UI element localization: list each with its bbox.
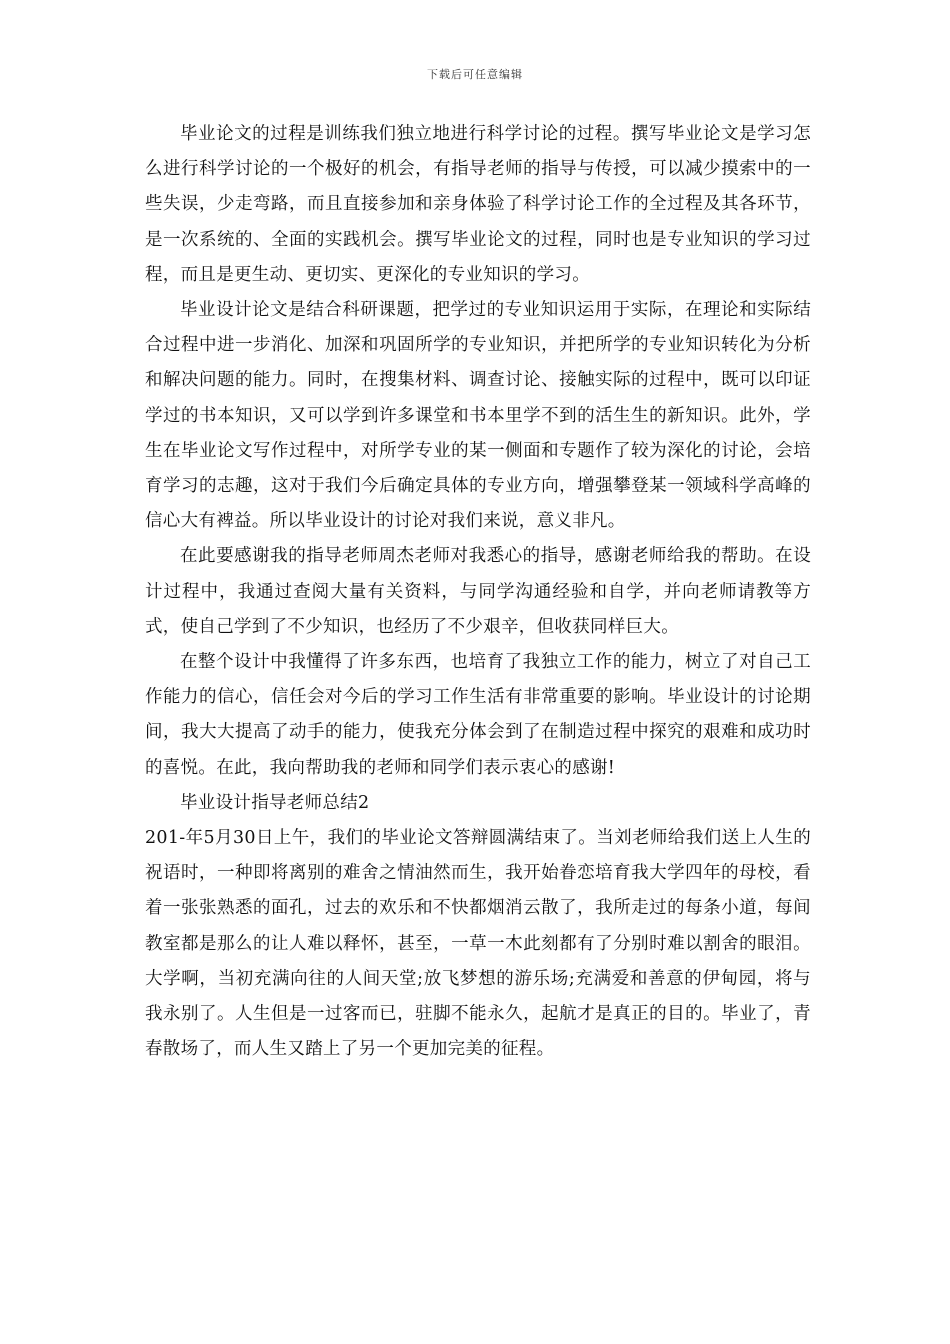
paragraph-3: 在此要感谢我的指导老师周杰老师对我悉心的指导，感谢老师给我的帮助。在设计过程中，我通过查阅大量有关资料，与同学沟通经验和自学，并向老师请教等方式，使自己学到了不少知识，也经历了不少艰辛，但收获同样巨大。 bbox=[145, 546, 811, 637]
paragraph-5: 201-年5月30日上午，我们的毕业论文答辩圆满结束了。当刘老师给我们送上人生的祝语时，一种即将离别的难舍之情油然而生，我开始眷恋培育我大学四年的母校，看着一张张熟悉的面孔，过去的欢乐和不快都烟消云散了，我所走过的每条小道，每间教室都是那么的让人难以释怀，甚至，一草一木此刻都有了分别时难以割舍的眼泪。大学啊，当初充满向往的人间天堂;放飞梦想的游乐场;充满爱和善意的伊甸园，将与我永别了。人生但是一过客而已，驻脚不能永久，起航才是真正的目的。毕业了，青春散场了，而人生又踏上了另一个更加完美的征程。 bbox=[145, 828, 811, 1060]
paragraph-1: 毕业论文的过程是训练我们独立地进行科学讨论的过程。撰写毕业论文是学习怎么进行科学讨论的一个极好的机会，有指导老师的指导与传授，可以减少摸索中的一些失误，少走弯路，而且直接参加和亲身体验了科学讨论工作的全过程及其各环节，是一次系统的、全面的实践机会。撰写毕业论文的过程，同时也是专业知识的学习过程，而且是更生动、更切实、更深化的专业知识的学习。 bbox=[145, 124, 811, 285]
document-body bbox=[145, 117, 811, 1067]
paragraph-4: 在整个设计中我懂得了许多东西，也培育了我独立工作的能力，树立了对自己工作能力的信心，信任会对今后的学习工作生活有非常重要的影响。毕业设计的讨论期间，我大大提高了动手的能力，使我充分体会到了在制造过程中探究的艰难和成功时的喜悦。在此，我向帮助我的老师和同学们表示衷心的感谢! bbox=[145, 652, 811, 778]
section-heading: 毕业设计指导老师总结2 bbox=[180, 792, 370, 813]
paragraph-2: 毕业设计论文是结合科研课题，把学过的专业知识运用于实际，在理论和实际结合过程中进一步消化、加深和巩固所学的专业知识，并把所学的专业知识转化为分析和解决问题的能力。同时，在搜集材料、调查讨论、接触实际的过程中，既可以印证学过的书本知识，又可以学到许多课堂和书本里学不到的活生生的新知识。此外，学生在毕业论文写作过程中，对所学专业的某一侧面和专题作了较为深化的讨论，会培育学习的志趣，这对于我们今后确定具体的专业方向，增强攀登某一领域科学高峰的信心大有裨益。所以毕业设计的讨论对我们来说，意义非凡。 bbox=[145, 300, 811, 532]
header-note: 下载后可任意编辑 bbox=[427, 68, 523, 81]
